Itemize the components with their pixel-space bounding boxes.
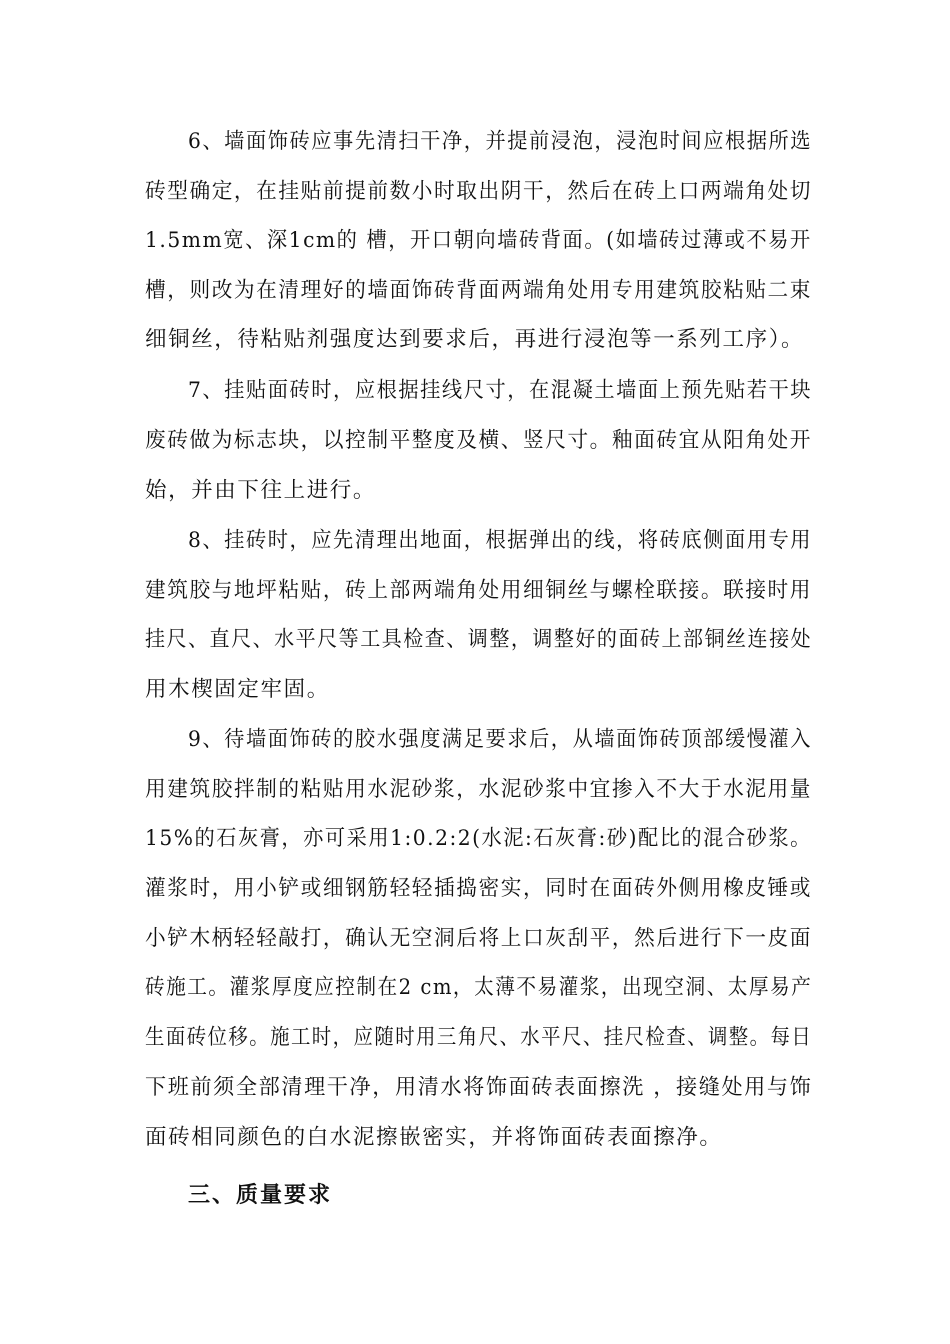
paragraph-6-line-3: 1.5mm宽、深1cm的 槽，开口朝向墙砖背面。(如墙砖过薄或不易开 xyxy=(145,228,812,253)
paragraph-9-line-7: 生面砖位移。施工时，应随时用三角尺、水平尺、挂尺检查、调整。每日 xyxy=(145,1025,813,1050)
paragraph-9-line-8: 下班前须全部清理干净，用清水将饰面砖表面擦洗 ，接缝处用与饰 xyxy=(145,1075,813,1100)
paragraph-9-line-9: 面砖相同颜色的白水泥擦嵌密实，并将饰面砖表面擦净。 xyxy=(145,1125,723,1150)
section-heading: 三、质量要求 xyxy=(188,1182,333,1208)
paragraph-6-line-2: 砖型确定，在挂贴前提前数小时取出阴干，然后在砖上口两端角处切 xyxy=(145,179,813,204)
paragraph-8-line-2: 建筑胶与地坪粘贴，砖上部两端角处用细铜丝与螺栓联接。联接时用 xyxy=(145,578,813,603)
paragraph-6-line-5: 细铜丝，待粘贴剂强度达到要求后，再进行浸泡等一系列工序）。 xyxy=(145,327,805,352)
paragraph-7-line-3: 始，并由下往上进行。 xyxy=(145,478,377,503)
paragraph-8-line-4: 用木楔固定牢固。 xyxy=(145,677,330,702)
paragraph-9-line-4: 灌浆时，用小铲或细钢筋轻轻插捣密实，同时在面砖外侧用橡皮锤或 xyxy=(145,876,813,901)
paragraph-9-line-6: 砖施工。灌浆厚度应控制在2 cm，太薄不易灌浆，出现空洞、太厚易产 xyxy=(145,975,813,1000)
paragraph-9-line-2: 用建筑胶拌制的粘贴用水泥砂浆，水泥砂浆中宜掺入不大于水泥用量 xyxy=(145,777,813,802)
paragraph-9-line-1: 9、待墙面饰砖的胶水强度满足要求后，从墙面饰砖顶部缓慢灌入 xyxy=(188,727,813,752)
paragraph-8-line-1: 8、挂砖时，应先清理出地面，根据弹出的线，将砖底侧面用专用 xyxy=(188,528,813,553)
paragraph-8-line-3: 挂尺、直尺、水平尺等工具检查、调整，调整好的面砖上部铜丝连接处 xyxy=(145,627,813,652)
paragraph-9-line-3: 15%的石灰膏，亦可采用1:0.2:2(水泥:石灰膏:砂)配比的混合砂浆。 xyxy=(145,826,812,851)
paragraph-7-line-1: 7、挂贴面砖时，应根据挂线尺寸，在混凝土墙面上预先贴若干块 xyxy=(188,378,813,403)
paragraph-6-line-1: 6、墙面饰砖应事先清扫干净，并提前浸泡，浸泡时间应根据所选 xyxy=(188,129,813,154)
paragraph-7-line-2: 废砖做为标志块，以控制平整度及横、竖尺寸。釉面砖宜从阳角处开 xyxy=(145,428,813,453)
paragraph-6-line-4: 槽，则改为在清理好的墙面饰砖背面两端角处用专用建筑胶粘贴二束 xyxy=(145,278,813,303)
paragraph-9-line-5: 小铲木柄轻轻敲打，确认无空洞后将上口灰刮平，然后进行下一皮面 xyxy=(145,926,813,951)
